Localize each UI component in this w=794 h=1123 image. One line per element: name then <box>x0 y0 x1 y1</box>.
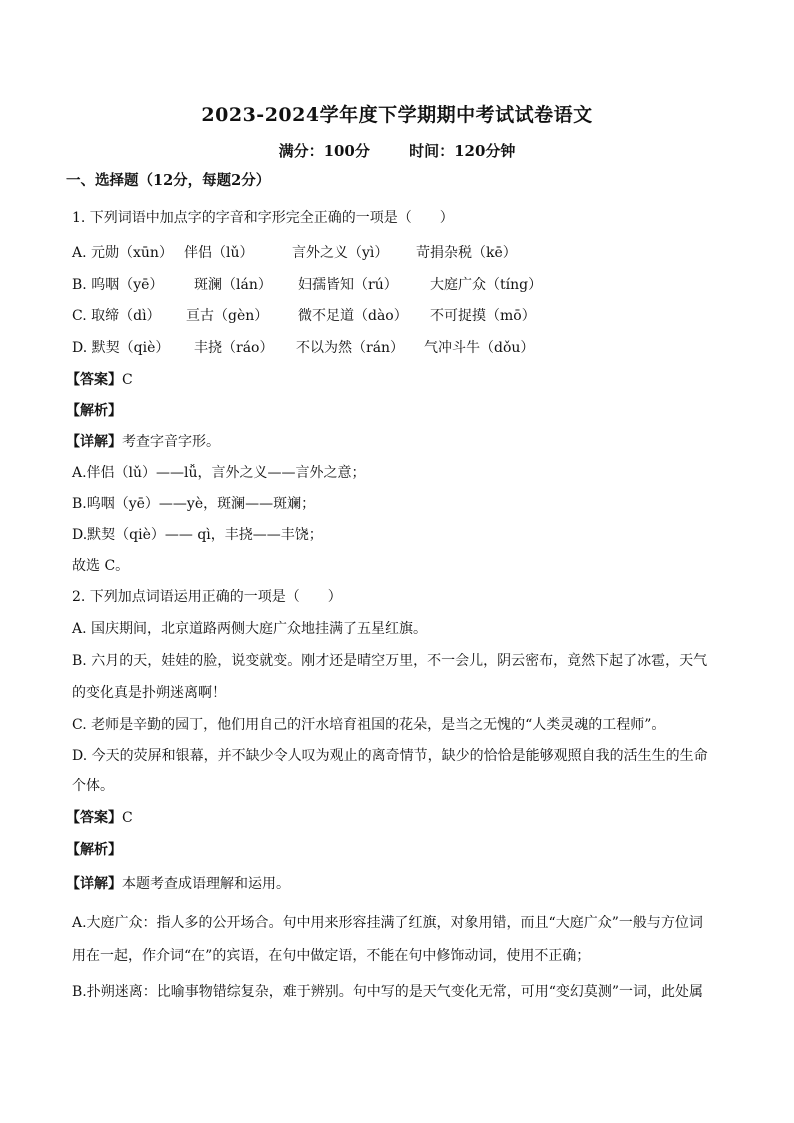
option-item: C. 取缔（dì） <box>72 308 161 324</box>
answer-value: C <box>122 810 133 826</box>
q1-option-a <box>72 243 517 263</box>
section-heading: 一、选择题（12分，每题2分） <box>66 172 271 189</box>
q1-detail-line: B.呜咽（yē）——yè，斑澜——斑斓； <box>72 496 316 512</box>
option-item: A. 元勋（xūn） <box>72 245 173 261</box>
exam-meta <box>0 140 794 161</box>
q2-stem: 2. 下列加点词语运用正确的一项是（ ） <box>72 589 342 605</box>
detail-text: 考查字音字形。 <box>122 434 220 450</box>
option-item: 不可捉摸（mō） <box>430 308 536 324</box>
q2-analysis-line: B.扑朔迷离：比喻事物错综复杂，难于辨别。句中写的是天气变化无常，可用“变幻莫测”一词，此处属 <box>72 984 704 1000</box>
q1-detail <box>66 432 220 452</box>
option-item: 不以为然（rán） <box>296 340 405 356</box>
q1-detail-line: 故选 C。 <box>72 558 130 574</box>
q2-option-c: C. 老师是辛勤的园丁，他们用自己的汗水培育祖国的花朵，是当之无愧的“人类灵魂的工程师”。 <box>72 717 666 733</box>
q2-option-d: D. 今天的荧屏和银幕，并不缺少令人叹为观止的离奇情节，缺少的恰恰是能够观照自我的活生生的生命 <box>72 748 708 764</box>
answer-value: C <box>122 372 133 388</box>
q2-analysis-line: A.大庭广众：指人多的公开场合。句中用来形容挂满了红旗，对象用错，而且“大庭广众”一般与方位词 <box>72 915 703 931</box>
q2-analysis-line: 用在一起，作介词“在”的宾语，在句中做定语，不能在句中修饰动词，使用不正确； <box>72 948 591 964</box>
option-item: D. 默契（qiè） <box>72 340 170 356</box>
option-item: 微不足道（dào） <box>298 308 408 324</box>
q2-option-b: B. 六月的天，娃娃的脸，说变就变。刚才还是晴空万里，不一会儿，阴云密布，竟然下起了冰雹，天气 <box>72 653 708 669</box>
q2-analysis-label: 【解析】 <box>66 842 122 858</box>
q2-option-a: A. 国庆期间，北京道路两侧大庭广众地挂满了五星红旗。 <box>72 621 428 637</box>
q1-stem: 1. 下列词语中加点字的字音和字形完全正确的一项是（ ） <box>72 210 454 226</box>
option-item: 亘古（gèn） <box>186 308 269 324</box>
option-item: 苛捐杂税（kē） <box>416 245 517 261</box>
q1-detail-line: A.伴侣（lǔ）——lǚ，言外之义——言外之意； <box>72 465 366 481</box>
option-item: 妇孺皆知（rú） <box>298 277 398 293</box>
option-item: 斑澜（lán） <box>194 277 272 293</box>
answer-label: 【答案】 <box>66 810 122 826</box>
detail-text: 本题考查成语理解和运用。 <box>122 876 290 892</box>
q1-option-d <box>72 338 534 358</box>
score-text: 满分：100分 <box>278 142 370 160</box>
q1-detail-line: D.默契（qiè）—— qì，丰挠——丰饶； <box>72 527 323 543</box>
q2-detail <box>66 874 290 894</box>
q2-option-b-cont: 的变化真是扑朔迷离啊！ <box>72 685 226 701</box>
answer-label: 【答案】 <box>66 372 122 388</box>
q1-option-c <box>72 306 536 326</box>
option-item: 气冲斗牛（dǒu） <box>424 340 535 356</box>
q1-answer <box>66 370 133 390</box>
time-text: 时间：120分钟 <box>409 142 516 160</box>
detail-label: 【详解】 <box>66 876 122 892</box>
option-item: B. 呜咽（yē） <box>72 277 164 293</box>
option-item: 丰挠（ráo） <box>194 340 274 356</box>
q2-option-d-cont: 个体。 <box>72 778 114 794</box>
q2-answer <box>66 808 133 828</box>
q1-option-b <box>72 275 542 295</box>
option-item: 伴侣（lǔ） <box>184 245 254 261</box>
detail-label: 【详解】 <box>66 434 122 450</box>
exam-title: 2023-2024学年度下学期期中考试试卷语文 <box>201 104 593 126</box>
option-item: 言外之义（yì） <box>292 245 389 261</box>
q1-analysis-label: 【解析】 <box>66 403 122 419</box>
option-item: 大庭广众（tíng） <box>430 277 543 293</box>
